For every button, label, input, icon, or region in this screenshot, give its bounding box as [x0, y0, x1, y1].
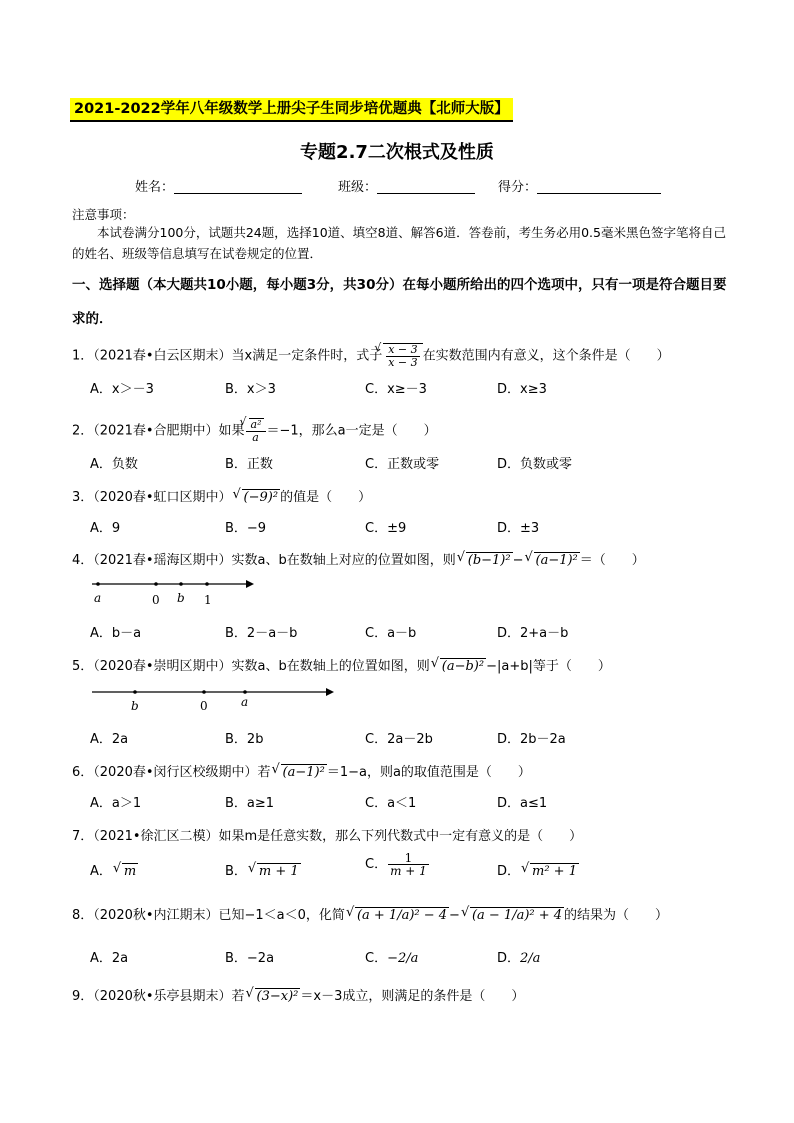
q5-point-a [243, 690, 247, 694]
q4-point-a [96, 582, 100, 586]
q3-option-c[interactable]: C．±9 [365, 521, 407, 536]
q5-axis-label-0: 0 [200, 699, 208, 713]
class-label: 班级： [338, 180, 378, 195]
question-5: 5．（2020春•崇明区期中）实数a、b在数轴上的位置如图，则√ (a−b)² −|a+b|等于（ ） [72, 655, 611, 674]
q5-option-d[interactable]: D．2b－2a [497, 732, 566, 747]
q2-option-a[interactable]: A．负数 [90, 457, 138, 472]
question-3: 3．（2020春•虹口区期中）√ (−9)² 的值是（ ） [72, 486, 371, 505]
q4-axis-label-a: a [94, 591, 102, 605]
q5-option-c[interactable]: C．2a－2b [365, 732, 433, 747]
question-6: 6．（2020春•闵行区校级期中）若√ (a−1)² ＝1−a，则a的取值范围是（ ） [72, 761, 531, 780]
q4-number-line [88, 576, 258, 610]
q1-option-c[interactable]: C．x≥－3 [365, 382, 427, 397]
question-4: 4．（2021春•瑶海区期中）实数a、b在数轴上对应的位置如图，则√ (b−1)² −√ (a−1)² ＝（ ） [72, 549, 645, 568]
q5-option-a[interactable]: A．2a [90, 732, 129, 747]
q6-option-d[interactable]: D．a≤1 [497, 796, 548, 811]
q4-option-c[interactable]: C．a－b [365, 626, 417, 641]
header-banner: 2021-2022学年八年级数学上册尖子生同步培优题典【北师大版】 [70, 98, 513, 122]
q3-option-b[interactable]: B．−9 [225, 521, 267, 536]
q5-point-b [133, 690, 137, 694]
q7-option-d[interactable]: D．√ m² + 1 [497, 860, 579, 879]
question-8: 8．（2020秋•内江期末）已知−1＜a＜0，化简√ (a + 1/a)² − 4 −√ (a − 1/a)² + 4 的结果为（ ） [72, 904, 668, 923]
q7-option-b[interactable]: B．√ m + 1 [225, 860, 301, 879]
question-9: 9．（2020秋•乐亭县期末）若√ (3−x)² ＝x－3成立，则满足的条件是（ ） [72, 985, 524, 1004]
q4-point-0 [154, 582, 158, 586]
section-heading: 一、选择题（本大题共10小题，每小题3分，共30分）在每小题所给出的四个选项中，只有一项是符合题目要求的． [72, 277, 727, 327]
q8-option-a[interactable]: A．2a [90, 951, 129, 966]
q3-option-d[interactable]: D．±3 [497, 521, 540, 536]
q5-axis-label-a: a [241, 695, 249, 709]
q7-option-a[interactable]: A．√ m [90, 860, 138, 879]
notes-heading: 注意事项： [72, 207, 135, 222]
name-field[interactable] [135, 176, 302, 195]
q4-point-b [179, 582, 183, 586]
q6-option-b[interactable]: B．a≥1 [225, 796, 275, 811]
q5-point-0 [202, 690, 206, 694]
q4-axis-label-1: 1 [204, 593, 212, 607]
q4-axis-label-b: b [177, 591, 185, 605]
page-title: 专题2.7二次根式及性质 [300, 142, 494, 163]
name-label: 姓名： [135, 180, 175, 195]
q6-option-a[interactable]: A．a＞1 [90, 796, 142, 811]
q5-axis-label-b: b [131, 699, 139, 713]
question-2: 2．（2021春•合肥期中）如果 √ $\frac{\text{a²}}{a}$ ＝−1，那么a一定是（ ） [72, 418, 437, 444]
q2-option-c[interactable]: C．正数或零 [365, 457, 440, 472]
q8-option-b[interactable]: B．−2a [225, 951, 275, 966]
q5-number-line [88, 684, 338, 716]
class-field[interactable] [338, 176, 475, 195]
q1-option-d[interactable]: D．x≥3 [497, 382, 547, 397]
q4-axis-label-0: 0 [152, 593, 160, 607]
q1-option-a[interactable]: A．x＞－3 [90, 382, 154, 397]
q8-option-d[interactable]: D．2/a [497, 951, 541, 966]
q4-point-1 [205, 582, 209, 586]
q4-option-d[interactable]: D．2+a－b [497, 626, 569, 641]
q6-option-c[interactable]: C．a＜1 [365, 796, 417, 811]
q3-option-a[interactable]: A．9 [90, 521, 121, 536]
q5-option-b[interactable]: B．2b [225, 732, 264, 747]
q2-option-b[interactable]: B．正数 [225, 457, 273, 472]
question-1: 1．（2021春•白云区期末）当x满足一定条件时，式子 √ $\frac{x - 3}{x - 3}$ 在实数范围内有意义，这个条件是（ ） [72, 343, 670, 369]
q7-option-c[interactable]: C． $\frac{1}{m + 1}$ [365, 851, 427, 878]
score-label: 得分： [498, 180, 538, 195]
question-7: 7．（2021•徐汇区二模）如果m是任意实数，那么下列代数式中一定有意义的是（ ） [72, 829, 583, 844]
score-field[interactable] [498, 176, 661, 195]
q4-option-a[interactable]: A．b－a [90, 626, 142, 641]
q1-option-b[interactable]: B．x＞3 [225, 382, 276, 397]
q2-option-d[interactable]: D．负数或零 [497, 457, 573, 472]
q4-option-b[interactable]: B．2－a－b [225, 626, 298, 641]
q8-option-c[interactable]: C．−2/a [365, 951, 419, 966]
notes-body: 本试卷满分100分，试题共24题，选择10道、填空8道、解答6道．答卷前，考生务必用0.5毫米黑色签字笔将自己的姓名、班级等信息填写在试卷规定的位置． [72, 225, 726, 261]
